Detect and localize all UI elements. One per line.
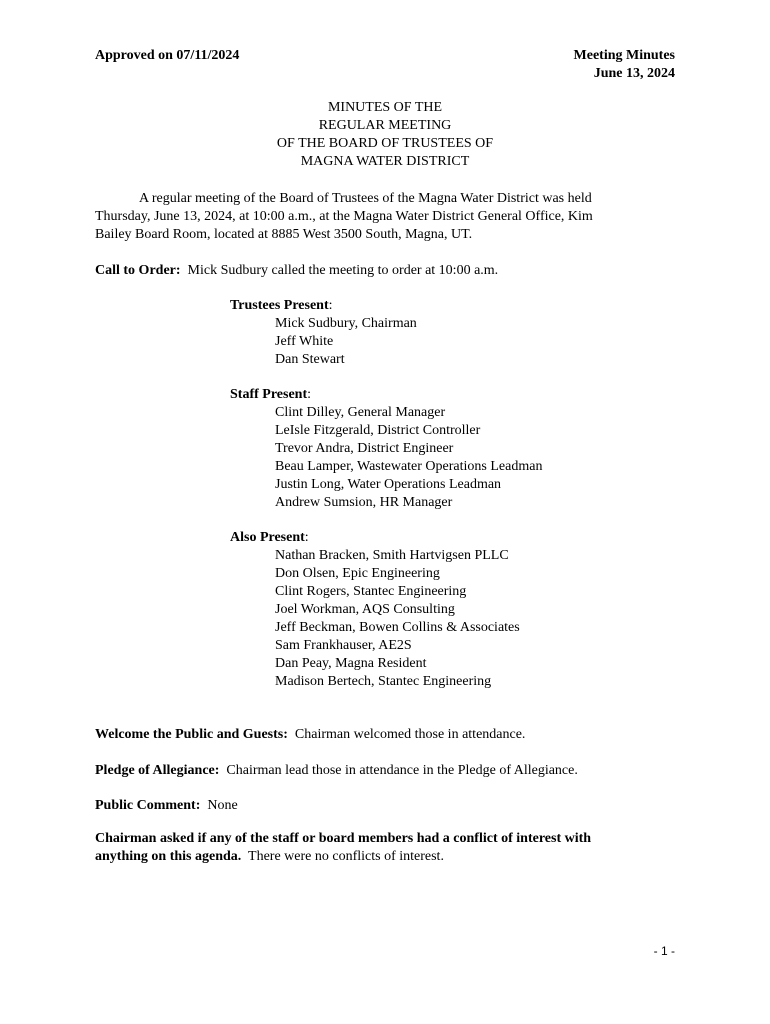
document-header xyxy=(574,47,675,83)
guest-name: Jeff Beckman, Bowen Collins & Associates xyxy=(275,620,520,635)
intro-line: Bailey Board Room, located at 8885 West 3500 South, Magna, UT. xyxy=(95,227,473,242)
public-comment-section xyxy=(95,797,238,815)
staff-name: Trevor Andra, District Engineer xyxy=(275,441,454,456)
guest-name: Dan Peay, Magna Resident xyxy=(275,656,427,671)
pledge-section xyxy=(95,762,578,780)
guest-name: Madison Bertech, Stantec Engineering xyxy=(275,674,492,689)
trustee-name: Dan Stewart xyxy=(275,352,345,367)
title-line: OF THE BOARD OF TRUSTEES OF xyxy=(276,136,494,151)
title-line: REGULAR MEETING xyxy=(318,118,452,133)
page-number: - 1 - xyxy=(653,944,675,958)
welcome-label: Welcome the Public and Guests: xyxy=(95,727,288,742)
welcome-section xyxy=(95,726,525,744)
document-type: Meeting Minutes xyxy=(573,48,675,63)
guest-name: Clint Rogers, Stantec Engineering xyxy=(275,584,467,599)
staff-name: LeIsle Fitzgerald, District Controller xyxy=(275,423,481,438)
staff-present: Staff Present: Clint Dilley, General Manager LeIsle Fitzgerald, District Controller Trevor Andra, District Engineer Beau Lamper, Wastewater Operations Leadman Justin Long, Water Operations Leadman Andrew Sumsion, HR Manager xyxy=(230,387,543,510)
intro-line: A regular meeting of the Board of Trustees of the Magna Water District was held xyxy=(139,191,592,206)
trustees-label: Trustees Present xyxy=(230,298,329,313)
guest-name: Nathan Bracken, Smith Hartvigsen PLLC xyxy=(275,548,509,563)
trustees-present: Trustees Present: Mick Sudbury, Chairman Jeff White Dan Stewart xyxy=(230,298,417,367)
guest-name: Sam Frankhauser, AE2S xyxy=(275,638,412,653)
conflict-text: There were no conflicts of interest. xyxy=(248,849,444,864)
staff-name: Clint Dilley, General Manager xyxy=(275,405,446,420)
staff-label: Staff Present xyxy=(230,387,308,402)
intro-paragraph xyxy=(95,190,640,244)
public-comment-label: Public Comment: xyxy=(95,798,201,813)
call-to-order xyxy=(95,262,498,280)
conflict-section xyxy=(95,830,591,866)
staff-name: Andrew Sumsion, HR Manager xyxy=(275,495,453,510)
guest-name: Don Olsen, Epic Engineering xyxy=(275,566,440,581)
also-present: Also Present: Nathan Bracken, Smith Hartvigsen PLLC Don Olsen, Epic Engineering Clint Rogers, Stantec Engineering Joel Workman, AQS Consulting Jeff Beckman, Bowen Collins & Associates Sam Frankhauser, AE2S Dan Peay, Magna Resident Madison Bertech, Stantec Engineering xyxy=(230,530,520,689)
approved-date: Approved on 07/11/2024 xyxy=(95,48,240,63)
intro-line: Thursday, June 13, 2024, at 10:00 a.m., at the Magna Water District General Office, Kim xyxy=(95,209,593,224)
conflict-label-line: anything on this agenda. xyxy=(95,849,242,864)
pledge-label: Pledge of Allegiance: xyxy=(95,763,220,778)
title-line: MAGNA WATER DISTRICT xyxy=(300,154,470,169)
guest-name: Joel Workman, AQS Consulting xyxy=(275,602,455,617)
document-title xyxy=(0,99,770,171)
title-line: MINUTES OF THE xyxy=(327,100,443,115)
call-to-order-text: Mick Sudbury called the meeting to order at 10:00 a.m. xyxy=(187,263,499,278)
welcome-text: Chairman welcomed those in attendance. xyxy=(294,727,526,742)
conflict-label-line: Chairman asked if any of the staff or board members had a conflict of interest with xyxy=(95,831,592,846)
call-to-order-label: Call to Order: xyxy=(95,263,181,278)
staff-name: Justin Long, Water Operations Leadman xyxy=(275,477,502,492)
public-comment-text: None xyxy=(207,798,238,813)
pledge-text: Chairman lead those in attendance in the Pledge of Allegiance. xyxy=(226,763,578,778)
trustee-name: Mick Sudbury, Chairman xyxy=(275,316,417,331)
meeting-date: June 13, 2024 xyxy=(593,66,675,81)
trustee-name: Jeff White xyxy=(275,334,334,349)
staff-name: Beau Lamper, Wastewater Operations Leadman xyxy=(275,459,543,474)
also-label: Also Present xyxy=(230,530,305,545)
